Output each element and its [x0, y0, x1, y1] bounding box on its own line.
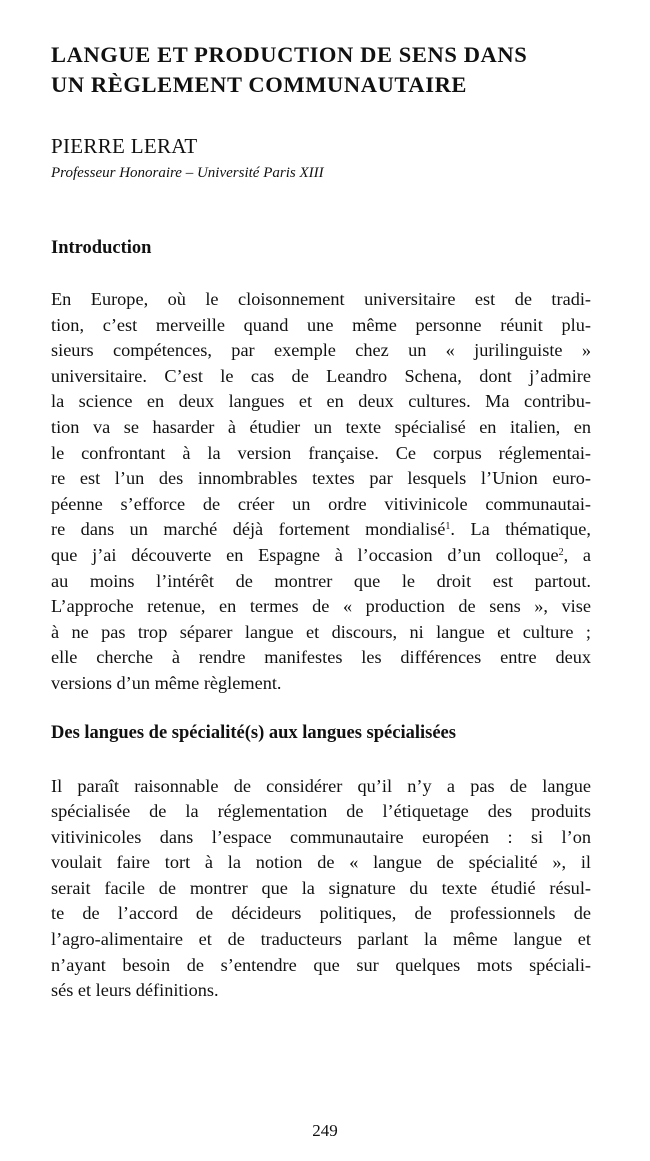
section-heading-langues-specialisees: Des langues de spécialité(s) aux langues spécialisées	[51, 722, 456, 743]
introduction-paragraph	[51, 287, 591, 697]
text-line: En Europe, où le cloisonnement universitaire est de tradi-	[51, 289, 591, 309]
text-segment: que j’ai découverte en Espagne à l’occasion d’un colloque	[51, 544, 559, 565]
text-line: Il paraît raisonnable de considérer qu’il n’y a pas de langue	[51, 775, 591, 796]
page-number: 249	[312, 1121, 338, 1140]
article-title-line-1: LANGUE ET PRODUCTION DE SENS DANS	[51, 42, 528, 67]
text-line-with-footnote	[51, 517, 591, 543]
text-line: universitaire. C’est le cas de Leandro Schena, dont j’admire	[51, 365, 591, 386]
text-line: versions d’un même règlement.	[51, 672, 282, 693]
author-name: PIERRE LERAT	[51, 134, 198, 158]
text-line: sieurs compétences, par exemple chez un « jurilinguiste »	[51, 340, 591, 361]
text-line: elle cherche à rendre manifestes les différences entre deux	[51, 647, 591, 668]
text-line: spécialisée de la réglementation de l’étiquetage des produits	[51, 801, 591, 822]
text-line: péenne s’efforce de créer un ordre vitivinicole communautai-	[51, 493, 591, 514]
text-line: la science en deux langues et en deux cultures. Ma contribu-	[51, 391, 591, 412]
text-line: L’approche retenue, en termes de « production de sens », vise	[51, 596, 591, 617]
text-line: vitivinicoles dans l’espace communautaire européen : si l’on	[51, 826, 591, 847]
article-title	[51, 40, 591, 100]
text-line: tion va se hasarder à étudier un texte spécialisé en italien, en	[51, 416, 591, 437]
text-segment: re dans un marché déjà fortement mondialisé	[51, 519, 446, 540]
text-line: au moins l’intérêt de montrer que le droit est partout.	[51, 570, 591, 591]
document-page	[51, 40, 591, 1004]
text-line: tion, c’est merveille quand une même personne réunit plu-	[51, 314, 591, 335]
text-line-with-footnote	[51, 543, 591, 569]
section-heading-introduction: Introduction	[51, 238, 152, 258]
text-line: re est l’un des innombrables textes par lesquels l’Union euro-	[51, 468, 591, 489]
text-segment: . La thématique,	[450, 519, 591, 540]
footnote-ref-2[interactable]: 2	[558, 546, 564, 558]
article-title-line-2: UN RÈGLEMENT COMMUNAUTAIRE	[51, 72, 468, 97]
footnote-ref-1[interactable]: 1	[445, 521, 451, 533]
text-line: n’ayant besoin de s’entendre que sur quelques mots spéciali-	[51, 954, 591, 975]
text-line: voulait faire tort à la notion de « langue de spécialité », il	[51, 852, 591, 873]
text-line: te de l’accord de décideurs politiques, de professionnels de	[51, 903, 591, 924]
text-line: le confrontant à la version française. Ce corpus réglementai-	[51, 442, 591, 463]
text-segment: , a	[563, 544, 591, 565]
text-line: à ne pas trop séparer langue et discours, ni langue et culture ;	[51, 621, 591, 642]
text-line: sés et leurs définitions.	[51, 980, 219, 1001]
langues-paragraph	[51, 774, 591, 1004]
text-line: l’agro-alimentaire et de traducteurs parlant la même langue et	[51, 929, 591, 950]
text-line: serait facile de montrer que la signature du texte étudié résul-	[51, 877, 591, 898]
author-affiliation: Professeur Honoraire – Université Paris XIII	[51, 165, 324, 181]
